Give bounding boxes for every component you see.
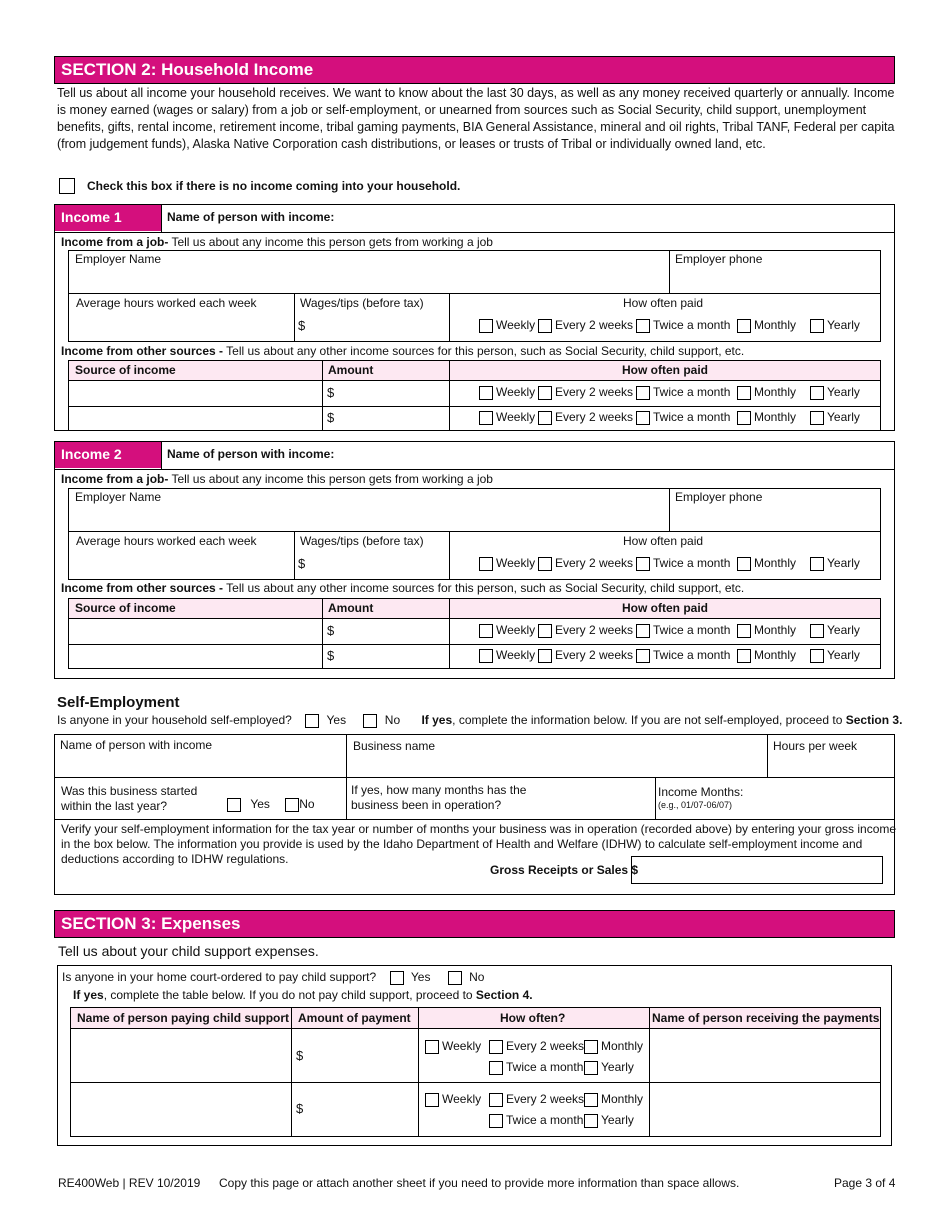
weekly-checkbox[interactable] [479, 557, 493, 571]
divider [68, 644, 881, 645]
self-employment-question: Is anyone in your household self-employed? [57, 713, 292, 727]
monthly-checkbox[interactable] [584, 1040, 598, 1054]
employer-name-label: Employer Name [75, 490, 162, 504]
divider [294, 293, 295, 342]
started-line-1: Was this business started [61, 784, 198, 798]
monthly-checkbox[interactable] [737, 557, 751, 571]
weekly-label: Weekly [496, 410, 536, 424]
self-employment-title: Self-Employment [57, 694, 180, 711]
monthly-checkbox[interactable] [737, 649, 751, 663]
divider [449, 293, 450, 342]
divider [54, 469, 895, 470]
divider [418, 1007, 419, 1137]
every-2-weeks-label: Every 2 weeks [555, 318, 634, 332]
income-2-job-heading [61, 472, 493, 486]
yearly-label: Yearly [827, 648, 860, 662]
section-3-title: SECTION 3: Expenses [61, 914, 241, 933]
monthly-label: Monthly [601, 1039, 644, 1053]
divider [767, 734, 768, 777]
amount-header: Amount [328, 363, 374, 377]
started-yes-no [227, 797, 315, 812]
income-1-tag [55, 205, 161, 231]
twice-a-month-label: Twice a month [653, 648, 731, 662]
employer-phone-label: Employer phone [675, 490, 763, 504]
employer-phone-label: Employer phone [675, 252, 763, 266]
table-header-bg [69, 599, 880, 618]
wages-label: Wages/tips (before tax) [300, 534, 424, 548]
income-2-other-heading [61, 581, 891, 595]
amount-dollar: $ [296, 1101, 304, 1116]
started-line-2: within the last year? [61, 799, 168, 813]
monthly-checkbox[interactable] [584, 1093, 598, 1107]
yearly-label: Yearly [827, 410, 860, 424]
freq-row [479, 410, 879, 428]
job-heading-rest: Tell us about any income this person gets from working a job [168, 235, 493, 249]
employer-name-input[interactable] [70, 504, 666, 529]
other-heading-rest: Tell us about any other income sources for this person, such as Social Security, child support, etc. [223, 581, 745, 595]
footer-page: Page 3 of 4 [834, 1176, 896, 1190]
monthly-label: Monthly [754, 648, 797, 662]
started-yes-checkbox[interactable] [227, 798, 241, 812]
child-support-freq-row [425, 1039, 645, 1079]
yearly-label: Yearly [827, 623, 860, 637]
twice-a-month-label: Twice a month [653, 410, 731, 424]
divider [322, 360, 323, 431]
every-2-weeks-checkbox[interactable] [538, 649, 552, 663]
amount-dollar: $ [327, 623, 335, 638]
twice-a-month-checkbox[interactable] [636, 624, 650, 638]
source-of-income-header: Source of income [75, 363, 176, 377]
weekly-checkbox[interactable] [479, 411, 493, 425]
self-employed-no-label: No [384, 713, 401, 727]
how-often-paid-header: How often paid [622, 601, 708, 615]
child-support-question-row [62, 970, 484, 985]
income-1-job-heading [61, 235, 493, 249]
twice-a-month-label: Twice a month [653, 385, 731, 399]
yearly-checkbox[interactable] [810, 624, 824, 638]
yearly-checkbox[interactable] [810, 386, 824, 400]
weekly-label: Weekly [442, 1039, 482, 1053]
yearly-checkbox[interactable] [810, 649, 824, 663]
weekly-label: Weekly [496, 556, 536, 570]
divider [322, 598, 323, 669]
child-support-question: Is anyone in your home court-ordered to pay child support? [62, 970, 377, 984]
twice-a-month-label: Twice a month [653, 556, 731, 570]
divider [161, 442, 162, 469]
col-how-often-header: How often? [500, 1011, 566, 1025]
monthly-checkbox[interactable] [737, 386, 751, 400]
divider [291, 1007, 292, 1137]
yearly-label: Yearly [601, 1113, 634, 1127]
every-2-weeks-label: Every 2 weeks [555, 623, 634, 637]
twice-a-month-label: Twice a month [506, 1060, 584, 1074]
if-yes-rest: , complete the table below. If you do not pay child support, proceed to [103, 988, 476, 1002]
twice-a-month-label: Twice a month [653, 318, 731, 332]
every-2-weeks-label: Every 2 weeks [555, 648, 634, 662]
weekly-label: Weekly [496, 648, 536, 662]
how-often-paid-header: How often paid [622, 363, 708, 377]
freq-row [479, 556, 879, 574]
monthly-label: Monthly [601, 1092, 644, 1106]
income-2-person-label: Name of person with income: [167, 447, 335, 461]
self-employment-question-row [57, 713, 903, 728]
verify-line-1: Verify your self-employment information for the tax year or number of months your business was in operation (recorded above) by entering your gross income [61, 822, 897, 836]
yearly-checkbox[interactable] [810, 411, 824, 425]
every-2-weeks-checkbox[interactable] [538, 557, 552, 571]
divider [655, 777, 656, 819]
if-yes-rest: , complete the information below. If you are not self-employed, proceed to [452, 713, 846, 727]
col-amount-header: Amount of payment [298, 1011, 411, 1025]
every-2-weeks-label: Every 2 weeks [555, 385, 634, 399]
job-heading-bold: Income from a job- [61, 235, 169, 249]
twice-a-month-checkbox[interactable] [636, 386, 650, 400]
section-2-intro: Tell us about all income your household receives. We want to know about the last 30 days, as well as any money received quarterly or annually. Income is money earned (wages or salary) from a job or self-employment, or unearned from sources such as Social Security, child support, unemployment benefits, gifts, rental income, retirement income, tribal gaming payments, BIA General Assistance, mineral and oil rights, Tribal TANF, Federal per capita (from judgement funds), Alaska Native Corporation cash distributions, or leases or trusts of Tribal or individually owned land, etc. [57, 86, 895, 151]
name-of-person-label: Name of person with income [60, 738, 213, 752]
months-line-1: If yes, how many months has the [351, 783, 527, 797]
income-1-person-label: Name of person with income: [167, 210, 335, 224]
child-support-yes-label: Yes [410, 970, 431, 984]
wages-dollar: $ [298, 318, 306, 333]
divider [54, 819, 895, 820]
twice-a-month-checkbox[interactable] [489, 1061, 503, 1075]
child-support-freq-row [425, 1092, 645, 1132]
employer-phone-input[interactable] [672, 504, 878, 529]
freq-row [479, 385, 879, 403]
monthly-label: Monthly [754, 410, 797, 424]
weekly-checkbox[interactable] [479, 624, 493, 638]
divider [669, 250, 670, 294]
every-2-weeks-checkbox[interactable] [538, 319, 552, 333]
months-line-2: business been in operation? [351, 798, 502, 812]
footer-form-id: RE400Web | REV 10/2019 [58, 1176, 201, 1190]
employer-phone-input[interactable] [672, 266, 878, 291]
divider [70, 1082, 881, 1083]
weekly-checkbox[interactable] [425, 1093, 439, 1107]
divider [449, 598, 450, 669]
started-yes-label: Yes [250, 797, 270, 811]
monthly-checkbox[interactable] [737, 624, 751, 638]
income-months-label: Income Months: [658, 785, 744, 799]
divider [294, 531, 295, 580]
started-no-label: No [299, 797, 315, 811]
monthly-label: Monthly [754, 556, 797, 570]
yearly-label: Yearly [827, 318, 860, 332]
income-2-tag [55, 442, 161, 468]
twice-a-month-label: Twice a month [506, 1113, 584, 1127]
self-employed-no-checkbox[interactable] [363, 714, 377, 728]
child-support-yes-checkbox[interactable] [390, 971, 404, 985]
every-2-weeks-label: Every 2 weeks [506, 1039, 585, 1053]
divider [68, 406, 881, 407]
amount-dollar: $ [296, 1048, 304, 1063]
if-yes-bold: If yes [73, 988, 104, 1002]
divider [68, 293, 881, 294]
how-often-paid-label: How often paid [623, 534, 704, 548]
monthly-label: Monthly [754, 623, 797, 637]
gross-receipts-input[interactable] [631, 856, 883, 884]
every-2-weeks-label: Every 2 weeks [555, 410, 634, 424]
wages-dollar: $ [298, 556, 306, 571]
monthly-checkbox[interactable] [737, 319, 751, 333]
every-2-weeks-checkbox[interactable] [538, 411, 552, 425]
verify-line-2: in the box below. The information you provide is used by the Idaho Department of Health and Welfare (IDHW) to calculate self-employment income and [61, 837, 863, 851]
gross-receipts-label: Gross Receipts or Sales $ [490, 863, 639, 877]
job-heading-rest: Tell us about any income this person gets from working a job [168, 472, 493, 486]
if-yes-bold: If yes [421, 713, 453, 727]
col-name-header: Name of person paying child support [77, 1011, 290, 1025]
yearly-label: Yearly [827, 556, 860, 570]
employer-name-input[interactable] [70, 266, 666, 291]
divider [54, 232, 895, 233]
hours-per-week-label: Hours per week [773, 739, 858, 753]
other-heading-bold: Income from other sources - [61, 581, 224, 595]
weekly-checkbox[interactable] [479, 319, 493, 333]
monthly-label: Monthly [754, 318, 797, 332]
verify-line-3: deductions according to IDHW regulations. [61, 852, 289, 866]
twice-a-month-checkbox[interactable] [636, 557, 650, 571]
section-3-ref: Section 3. [845, 713, 903, 727]
no-income-checkbox[interactable] [59, 178, 75, 194]
other-heading-rest: Tell us about any other income sources for this person, such as Social Security, child support, etc. [223, 344, 745, 358]
yearly-checkbox[interactable] [810, 557, 824, 571]
weekly-checkbox[interactable] [479, 386, 493, 400]
how-often-paid-label: How often paid [623, 296, 704, 310]
freq-row [479, 623, 879, 641]
divider [70, 1028, 881, 1029]
started-no-checkbox[interactable] [285, 798, 299, 812]
every-2-weeks-checkbox[interactable] [489, 1093, 503, 1107]
section-3-header [54, 910, 895, 938]
table-header-bg [69, 361, 880, 380]
amount-header: Amount [328, 601, 374, 615]
weekly-checkbox[interactable] [479, 649, 493, 663]
child-support-no-label: No [469, 970, 485, 984]
every-2-weeks-checkbox[interactable] [489, 1040, 503, 1054]
col-receiver-header: Name of person receiving the payments [652, 1011, 880, 1025]
weekly-label: Weekly [496, 318, 536, 332]
avg-hours-label: Average hours worked each week [76, 296, 257, 310]
every-2-weeks-checkbox[interactable] [538, 624, 552, 638]
weekly-label: Weekly [496, 623, 536, 637]
freq-row [479, 318, 879, 336]
amount-dollar: $ [327, 385, 335, 400]
section-3-intro: Tell us about your child support expenses. [58, 943, 319, 959]
self-employed-yes-label: Yes [326, 713, 347, 727]
divider [68, 380, 881, 381]
amount-dollar: $ [327, 648, 335, 663]
other-heading-bold: Income from other sources - [61, 344, 224, 358]
yearly-checkbox[interactable] [584, 1061, 598, 1075]
twice-a-month-checkbox[interactable] [636, 411, 650, 425]
yearly-label: Yearly [601, 1060, 634, 1074]
yearly-checkbox[interactable] [584, 1114, 598, 1128]
self-employed-yes-checkbox[interactable] [305, 714, 319, 728]
divider [449, 531, 450, 580]
income-2-tag-label: Income 2 [61, 446, 122, 462]
twice-a-month-label: Twice a month [653, 623, 731, 637]
income-months-example: (e.g., 01/07-06/07) [658, 800, 733, 810]
business-name-label: Business name [353, 739, 436, 753]
divider [54, 777, 895, 778]
weekly-checkbox[interactable] [425, 1040, 439, 1054]
every-2-weeks-label: Every 2 weeks [555, 556, 634, 570]
every-2-weeks-label: Every 2 weeks [506, 1092, 585, 1106]
monthly-checkbox[interactable] [737, 411, 751, 425]
child-support-instruction [73, 988, 533, 1002]
income-1-tag-label: Income 1 [61, 209, 122, 225]
divider [449, 360, 450, 431]
no-income-label: Check this box if there is no income coming into your household. [87, 179, 461, 193]
every-2-weeks-checkbox[interactable] [538, 386, 552, 400]
divider [649, 1007, 650, 1137]
divider [669, 488, 670, 532]
wages-label: Wages/tips (before tax) [300, 296, 424, 310]
weekly-label: Weekly [442, 1092, 482, 1106]
section-2-title: SECTION 2: Household Income [61, 60, 314, 79]
job-heading-bold: Income from a job- [61, 472, 169, 486]
amount-dollar: $ [327, 410, 335, 425]
twice-a-month-checkbox[interactable] [636, 319, 650, 333]
section-2-header [54, 56, 895, 84]
twice-a-month-checkbox[interactable] [489, 1114, 503, 1128]
freq-row [479, 648, 879, 666]
child-support-no-checkbox[interactable] [448, 971, 462, 985]
source-of-income-header: Source of income [75, 601, 176, 615]
income-1-other-heading [61, 344, 891, 358]
yearly-checkbox[interactable] [810, 319, 824, 333]
monthly-label: Monthly [754, 385, 797, 399]
weekly-label: Weekly [496, 385, 536, 399]
footer-note: Copy this page or attach another sheet if you need to provide more information than space allows. [219, 1176, 740, 1190]
employer-name-label: Employer Name [75, 252, 162, 266]
twice-a-month-checkbox[interactable] [636, 649, 650, 663]
avg-hours-label: Average hours worked each week [76, 534, 257, 548]
yearly-label: Yearly [827, 385, 860, 399]
divider [68, 618, 881, 619]
section-4-ref: Section 4. [475, 988, 533, 1002]
divider [68, 531, 881, 532]
divider [161, 205, 162, 232]
